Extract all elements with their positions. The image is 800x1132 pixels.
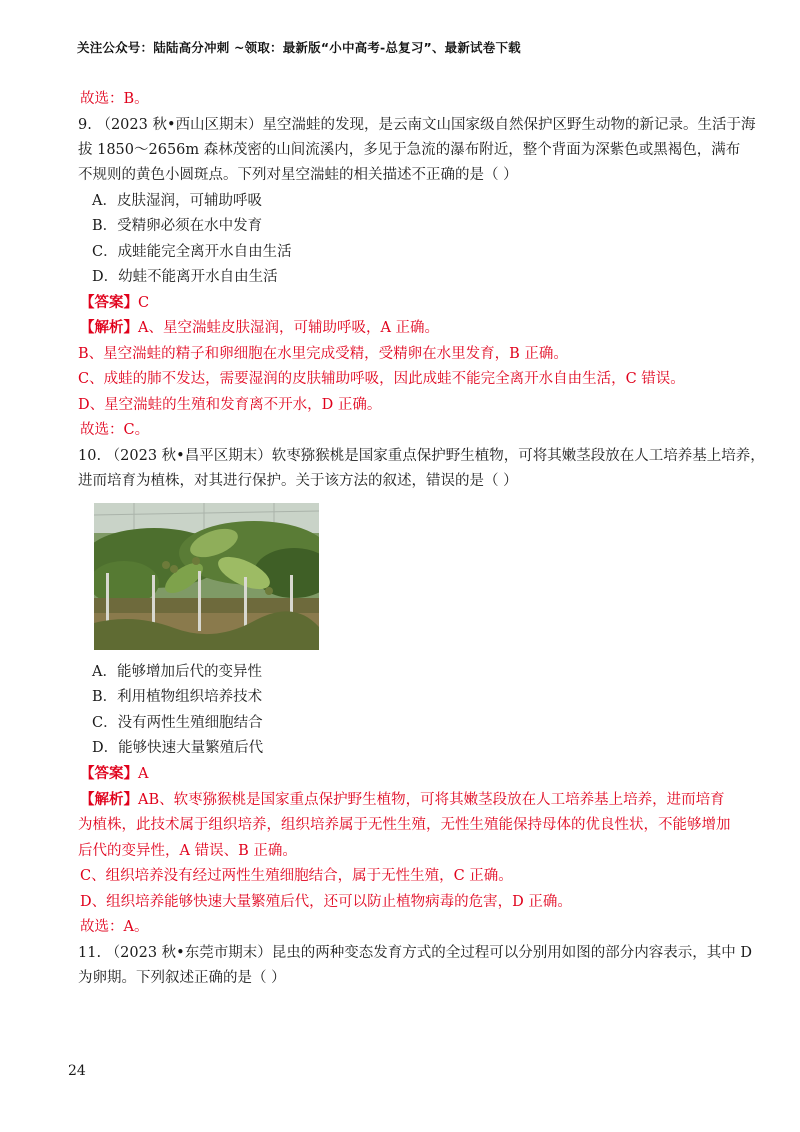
q10-option-a: A．能够增加后代的变异性 [92, 664, 262, 680]
q10-option-c: C．没有两性生殖细胞结合 [92, 715, 263, 731]
q9-stem-line-2: 拔 1850～2656m 森林茂密的山间流溪内，多见于急流的瀑布附近，整个背面为深紫色或黑褐色，满布 [78, 142, 741, 158]
q9-analysis-tag: 【解析】 [80, 319, 138, 336]
q11-stem-line-2: 为卵期。下列叙述正确的是（ ） [78, 970, 286, 986]
q9-option-b: B．受精卵必须在水中发育 [92, 218, 263, 234]
q9-option-a: A．皮肤湿润，可辅助呼吸 [92, 193, 262, 209]
kiwi-orchard-photo [94, 503, 319, 650]
q10-analysis-line-2: 为植株，此技术属于组织培养，组织培养属于无性生殖，无性生殖能保持母体的优良性状，不能够增加 [78, 817, 731, 833]
q10-answer-tag: 【答案】 [80, 765, 138, 782]
q9-option-c: C．成蛙能完全离开水自由生活 [92, 244, 292, 260]
kiwi-orchard-illustration [94, 503, 319, 650]
q10-stem-line-1: 10. （2023 秋•昌平区期末）软枣猕猴桃是国家重点保护野生植物，可将其嫩茎段放在人工培养基上培养， [78, 448, 765, 464]
q9-analysis-line-4: D、星空湍蛙的生殖和发育离不开水，D 正确。 [78, 397, 382, 413]
q9-stem-line-3: 不规则的黄色小圆斑点。下列对星空湍蛙的相关描述不正确的是（ ） [78, 167, 518, 183]
q9-analysis-line-2: B、星空湍蛙的精子和卵细胞在水里完成受精，受精卵在水里发育，B 正确。 [78, 346, 568, 362]
q10-analysis-line-1 [80, 790, 725, 810]
page-header: 关注公众号：陆陆高分冲刺 ~领取：最新版“小中高考-总复习”、最新试卷下载 [77, 40, 521, 55]
q9-answer-tag: 【答案】 [80, 294, 138, 311]
q9-option-d: D．幼蛙不能离开水自由生活 [92, 269, 278, 285]
q10-conclusion: 故选：A。 [80, 919, 149, 935]
q10-stem-line-2: 进而培育为植株，对其进行保护。关于该方法的叙述，错误的是（ ） [78, 473, 518, 489]
q9-analysis-line-3: C、成蛙的肺不发达，需要湿润的皮肤辅助呼吸，因此成蛙不能完全离开水自由生活，C 错误。 [78, 371, 685, 387]
q10-answer [80, 764, 148, 784]
q9-analysis-first: A、星空湍蛙皮肤湿润，可辅助呼吸，A 正确。 [138, 320, 440, 336]
q8-conclusion: 故选：B。 [80, 91, 149, 107]
q9-stem-line-1: 9. （2023 秋•西山区期末）星空湍蛙的发现，是云南文山国家级自然保护区野生动物的新记录。生活于海 [78, 117, 756, 133]
q10-analysis-tag: 【解析】 [80, 791, 138, 808]
q10-option-d: D．能够快速大量繁殖后代 [92, 740, 264, 756]
q10-analysis-first: AB、软枣猕猴桃是国家重点保护野生植物，可将其嫩茎段放在人工培养基上培养，进而培育 [138, 792, 725, 808]
q10-option-b: B．利用植物组织培养技术 [92, 689, 263, 705]
q9-analysis-line-1 [80, 318, 439, 338]
q9-answer-value: C [138, 295, 150, 311]
page-number: 24 [68, 1063, 86, 1079]
q11-stem-line-1: 11. （2023 秋•东莞市期末）昆虫的两种变态发育方式的全过程可以分别用如图的部分内容表示，其中 D [78, 945, 752, 961]
q10-analysis-line-3: 后代的变异性，A 错误、B 正确。 [78, 843, 297, 859]
q9-answer [80, 293, 149, 313]
q10-analysis-line-5: D、组织培养能够快速大量繁殖后代，还可以防止植物病毒的危害，D 正确。 [80, 894, 572, 910]
q10-analysis-line-4: C、组织培养没有经过两性生殖细胞结合，属于无性生殖，C 正确。 [80, 868, 513, 884]
q9-conclusion: 故选：C。 [80, 422, 150, 438]
q10-answer-value: A [138, 766, 149, 782]
